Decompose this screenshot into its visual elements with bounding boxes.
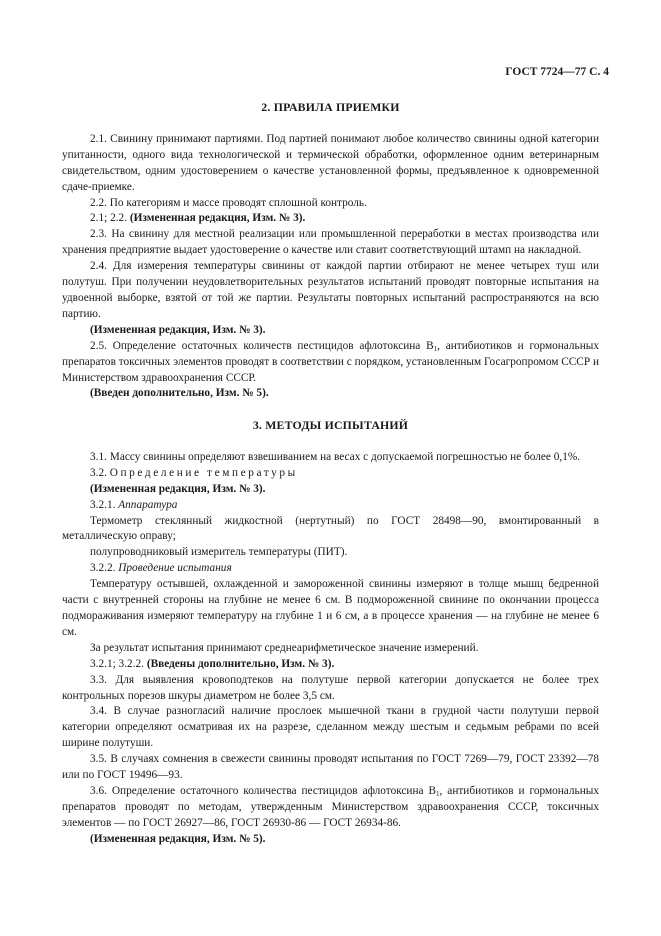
paragraph-2-3: 2.3. На свинину для местной реализации или промышленной переработки в местах производства или хранения предприятие выдает удостоверение о качестве или ставит соответствующий штамп на накладной. <box>62 228 599 257</box>
paragraph-3-4: 3.4. В случае разногласий наличие прослоек мышечной ткани в грудной части полутуши первой категории определяют осматривая их на разрезе, сделанном между шестым и седьмым ребрами по всей ширине полутуши. <box>62 705 599 750</box>
clause-title: Аппаратура <box>118 498 178 511</box>
page-header: ГОСТ 7724—77 С. 4 <box>505 66 609 78</box>
paragraph-2-4: 2.4. Для измерения температуры свинины от каждой партии отбирают не менее четырех туш или полутуш. При получении неудовлетворительных результатов испытаний проводят повторные испытания на удвоенной выборке, взятой от той же партии. Результаты повторных испытаний распространяются на всю партию. <box>62 260 599 320</box>
clause-number: 3.2.2. <box>90 562 116 575</box>
amendment-3-2-1-3-2-2 <box>62 657 599 673</box>
paragraph-3-2-2 <box>62 561 599 577</box>
paragraph-3-3: 3.3. Для выявления кровоподтеков на полутуше первой категории допускается не более трех контрольных порезов шкуры диаметром не более 3,5 см. <box>62 673 599 702</box>
paragraph-text: , антибиотиков и гормональных препаратов проводят по методам, утвержденным Министерством здравоохранения СССР, токсичных элементов — по ГОСТ 26927—86, ГОСТ 26930-86 — ГОСТ 26934-86. <box>62 784 599 829</box>
amendment-note: (Измененная редакция, Изм. № 3). <box>90 323 266 336</box>
clause-title: Определение температуры <box>109 466 298 479</box>
result-paragraph: За результат испытания принимают среднеарифметическое значение измерений. <box>90 641 479 654</box>
section-acceptance-rules <box>62 100 599 402</box>
subscript: 1 <box>436 789 440 798</box>
section-test-methods <box>62 418 599 848</box>
paragraph-3-2 <box>62 466 599 482</box>
amendment-note: (Введен дополнительно, Изм. № 5). <box>90 387 269 400</box>
paragraph-text: , антибиотиков и гормональных препаратов токсичных элементов проводят в соответствии с порядком, установленным Госагропромом СССР и Министерством здравоохранения СССР. <box>62 339 599 384</box>
subscript: 1 <box>433 344 438 353</box>
pit-item: полупроводниковый измеритель температуры (ПИТ). <box>90 546 348 559</box>
paragraph-3-2-1 <box>62 498 599 514</box>
clause-number: 3.2.1. <box>90 498 116 511</box>
paragraph-3-5: 3.5. В случаях сомнения в свежести свинины проводят испытания по ГОСТ 7269—79, ГОСТ 23392—78 или по ГОСТ 19496—93. <box>62 753 599 782</box>
paragraph-2-2: 2.2. По категориям и массе проводят сплошной контроль. <box>90 196 367 209</box>
clause-title: Проведение испытания <box>118 562 232 575</box>
paragraph-3-1: 3.1. Массу свинины определяют взвешиванием на весах с допускаемой погрешностью не более 0,1%. <box>90 450 581 463</box>
section-title: 3. МЕТОДЫ ИСПЫТАНИЙ <box>252 418 409 432</box>
paragraph-text: 3.6. Определение остаточного количества пестицидов афлотоксина В <box>90 784 437 797</box>
thermometer-item: Термометр стеклянный жидкостной (нертутный) по ГОСТ 28498—90, вмонтированный в металлическую оправу; <box>62 514 599 543</box>
amendment-note: (Введены дополнительно, Изм. № 3). <box>146 657 335 670</box>
paragraph-3-6 <box>62 784 599 832</box>
section-title: 2. ПРАВИЛА ПРИЕМКИ <box>261 100 400 114</box>
temperature-procedure: Температуру остывшей, охлажденной и замороженной свинины измеряют в толще мышц бедренной части с внутренней стороны на глубине не менее 6 см. В подмороженной свинине по окончании процесса подмораживания измеряют температуру на глубине 1 и 6 см, а в процессе хранения — на глубине не менее 6 см. <box>62 578 599 638</box>
amendment-note: (Измененная редакция, Изм. № 3). <box>129 212 306 225</box>
paragraph-2-5 <box>62 339 599 387</box>
paragraph-text: 2.5. Определение остаточных количеств пестицидов афлотоксина В <box>90 339 434 352</box>
paragraph-2-1: 2.1. Свинину принимают партиями. Под партией понимают любое количество свинины одной категории упитанности, одного вида технологической и термической обработки, оформленное одним ветеринарным свидетельством, одним удостоверением о качестве установленной формы, предъявленное к одновременной сдаче-приемке. <box>62 132 599 193</box>
clause-number: 3.2.1; 3.2.2. <box>90 657 144 670</box>
clause-number: 3.2. <box>90 466 107 479</box>
amendment-note: (Измененная редакция, Изм. № 5). <box>90 832 266 845</box>
clause-number: 2.1; 2.2. <box>90 212 128 225</box>
amendment-note: (Измененная редакция, Изм. № 3). <box>90 482 266 495</box>
amendment-2-1-2-2 <box>62 211 599 227</box>
